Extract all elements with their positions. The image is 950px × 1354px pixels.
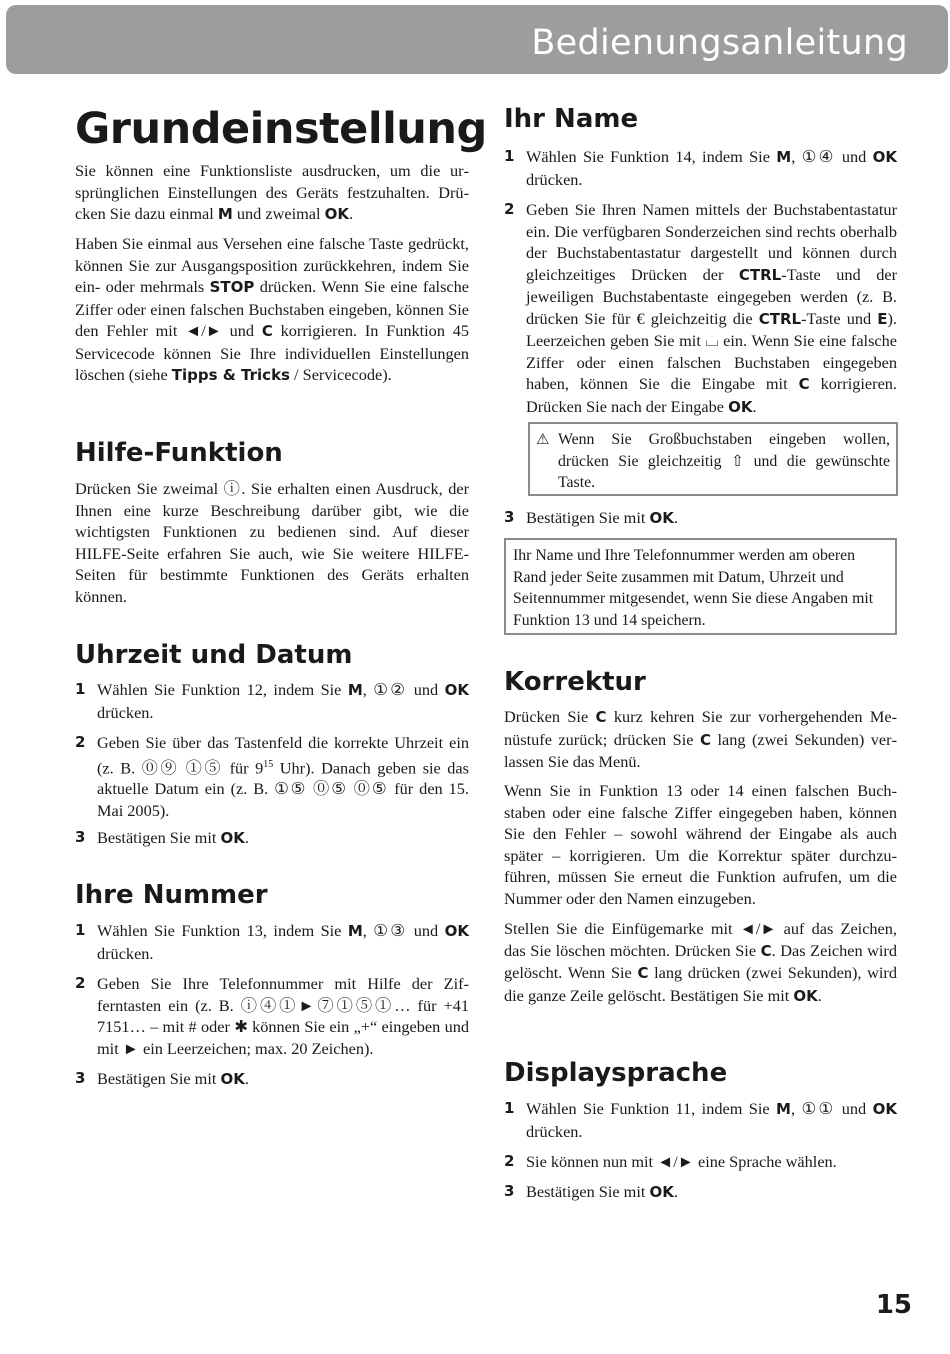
info-box bbox=[504, 538, 897, 635]
warning-note-box bbox=[528, 422, 898, 496]
warning-triangle-icon: ⚠ bbox=[536, 430, 550, 448]
grund-paragraph-1: Sie können eine Funktionsliste ausdrucken, um die ursprünglichen Einstellungen des Geräts festzuhalten. Drücken Sie dazu einmal M und zweimal OK. bbox=[75, 161, 469, 223]
section-title-sprache: Displaysprache bbox=[504, 1058, 728, 1088]
uhrzeit-step-2: 2 Geben Sie über das Tastenfeld die korrekte Uhrzeit ein (z. B. ⓪⑨ ①⑤ für $9^{15}$ Uhr). Danach geben sie das aktuelle Datum ein (z. B. ①⑤ ⓪⑤ ⓪⑤ für den 15. Mai 2005). bbox=[75, 733, 469, 820]
header-bar bbox=[6, 5, 948, 74]
name-step-1: 1 Wählen Sie Funktion 14, indem Sie M, ①④ und OK drücken. bbox=[504, 147, 897, 189]
korrektur-paragraph-2: Wenn Sie in Funktion 13 oder 14 einen falschen Buchstaben oder eine falsche Ziffer eingegeben haben, können Sie den Fehler – sowohl während der Eingabe als auch später – korrigieren. Um die Korrektur später durchzuführen, müssen Sie erneut die Funktion aufrufen, um die Nummer oder den Namen einzugeben. bbox=[504, 781, 897, 908]
grund-paragraph-2: Haben Sie einmal aus Versehen eine falsche Taste gedrückt, können Sie zur Ausgangsposition zurückkehren, indem Sie ein- oder mehrmals STOP drücken. Wenn Sie eine falsche Ziffer oder einen falschen Buchstaben eingeben, können Sie den Fehler mit ◄/► und C korrigieren. In Funktion 45 Servicecode können Sie Ihre individuellen Einstellungen löschen (siehe Tipps & Tricks / Servicecode). bbox=[75, 234, 470, 384]
nummer-step-3: 3 Bestätigen Sie mit OK. bbox=[75, 1069, 249, 1088]
section-title-grundeinstellung: Grundeinstellung bbox=[75, 104, 487, 154]
section-title-nummer: Ihre Nummer bbox=[75, 880, 268, 910]
header-title: Bedienungsanleitung bbox=[531, 23, 908, 63]
info-box-text: Ihr Name und Ihre Telefonnummer werden am oberen Rand jeder Seite zusammen mit Datum, Uhrzeit und Seitennummer mitgesendet, wenn Sie diese Angaben mit Funktion 13 und 14 speichern. bbox=[513, 547, 874, 629]
uhrzeit-step-1: 1 Wählen Sie Funktion 12, indem Sie M, ①② und OK drücken. bbox=[75, 680, 469, 722]
page-number: 15 bbox=[875, 1290, 912, 1320]
section-title-korrektur: Korrektur bbox=[504, 667, 646, 697]
name-step-2: 2 Geben Sie Ihren Namen mittels der Buchstabentastatur ein. Die verfügbaren Sonderzeichen sind rechts oberhalb der Buchstabentastatur dargestellt und können durch gleichzeitiges Drücken der CTRL-Taste und der jeweiligen Buchstabentaste eingegeben werden (z. B. drücken Sie für € gleichzeitig die CTRL-Taste und E). Leerzeichen geben Sie mit ⌴ ein. Wenn Sie eine falsche Ziffer oder einen falschen Buchstaben eingegeben haben, können Sie die Eingabe mit C korrigieren. Drücken Sie nach der Eingabe OK. bbox=[504, 200, 898, 416]
uhrzeit-step-3: 3 Bestätigen Sie mit OK. bbox=[75, 828, 249, 847]
warning-note-text: Wenn Sie Großbuchstaben eingeben wollen, drücken Sie gleichzeitig ⇧ und die gewünschte Taste. bbox=[558, 431, 890, 491]
sprache-step-1: 1 Wählen Sie Funktion 11, indem Sie M, ①① und OK drücken. bbox=[504, 1099, 898, 1141]
sprache-step-3: 3 Bestätigen Sie mit OK. bbox=[504, 1182, 678, 1201]
section-title-hilfe: Hilfe-Funktion bbox=[75, 438, 283, 468]
korrektur-paragraph-1: Drücken Sie C kurz kehren Sie zur vorhergehenden Menüstufe zurück; drücken Sie C lang (zwei Sekunden) verlassen Sie das Menü. bbox=[504, 707, 898, 771]
section-title-name: Ihr Name bbox=[504, 104, 639, 134]
sprache-step-2: 2 Sie können nun mit ◄/► eine Sprache wählen. bbox=[504, 1152, 837, 1171]
korrektur-paragraph-3: Stellen Sie die Einfügemarke mit ◄/► auf das Zeichen, das Sie löschen möchten. Drücken Sie C. Das Zeichen wird gelöscht. Wenn Sie C lang drücken (zwei Sekunden), wird die ganze Zeile gelöscht. Bestätigen Sie mit OK. bbox=[504, 919, 897, 1005]
nummer-step-2: 2 Geben Sie Ihre Telefonnummer mit Hilfe der Zifferntasten ein (z. B. ⓘ④①►⑦①⑤①… für +41 7151… – mit # oder ✱ können Sie ein „+“ eingeben und mit ► ein Leerzeichen; max. 20 Zeichen). bbox=[75, 974, 469, 1058]
name-step-3: 3 Bestätigen Sie mit OK. bbox=[504, 508, 678, 527]
hilfe-paragraph: Drücken Sie zweimal ⓘ. Sie erhalten einen Ausdruck, der Ihnen eine kurze Beschreibung darüber gibt, wie die wichtigsten Funktionen zu bedienen sind. Auf dieser HILFE-Seite erfahren Sie auch, wie Sie weitere HILFE-Seiten für bestimmte Funktionen des Geräts erhalten können. bbox=[75, 479, 469, 606]
nummer-step-1: 1 Wählen Sie Funktion 13, indem Sie M, ①③ und OK drücken. bbox=[75, 921, 469, 963]
section-title-uhrzeit: Uhrzeit und Datum bbox=[75, 640, 353, 670]
